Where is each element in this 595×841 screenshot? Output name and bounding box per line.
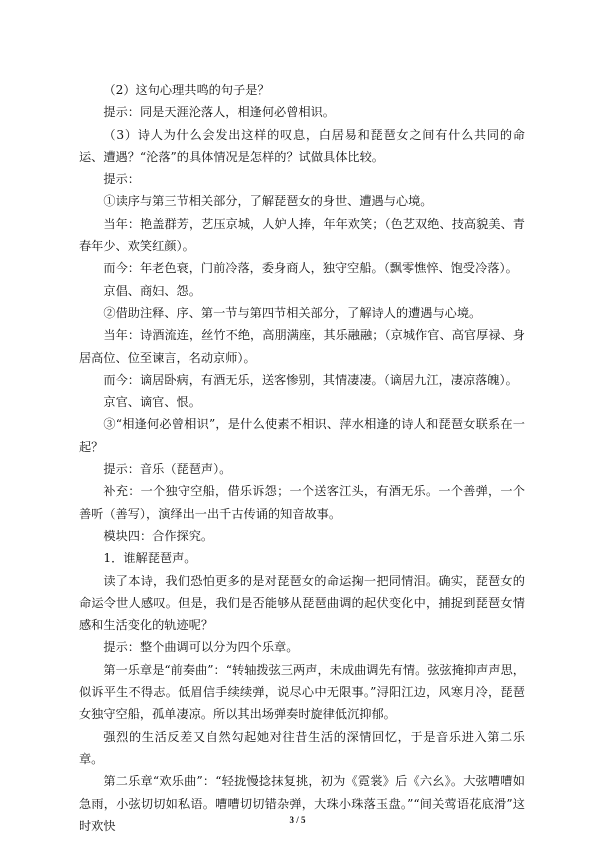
body-paragraph: 提示：同是天涯沦落人，相逢何必曾相识。 [103, 105, 335, 120]
body-paragraph: ③“相逢何必曾相识”，是什么使素不相识、萍水相逢的诗人和琵琶女联系在一起？ [79, 417, 525, 454]
body-paragraph: 提示：音乐（琵琶声）。 [103, 462, 232, 477]
body-paragraph: 而今：谪居卧病，有酒无乐，送客惨别，其情凄凄。（谪居九江，凄凉落魄）。 [103, 372, 518, 387]
body-paragraph: 模块四：合作探究。 [103, 528, 214, 543]
body-paragraph: 补充：一个独守空船，借乐诉怨；一个送客江头，有酒无乐。一个善弹，一个善听（善写），演绎出一出千古传诵的知音故事。 [79, 484, 525, 521]
body-paragraph: 当年：诗酒流连，丝竹不绝，高朋满座，其乐融融；（京城作官、高官厚禄、身居高位、位至谏言，名动京师）。 [79, 328, 525, 365]
body-paragraph: 而今：年老色衰，门前冷落，委身商人，独守空船。（飘零憔悴、饱受冷落）。 [103, 261, 518, 276]
body-paragraph: （3）诗人为什么会发出这样的叹息，白居易和琵琶女之间有什么共同的命运、遭遇？“沦落”的具体情况是怎样的？试做具体比较。 [79, 127, 525, 164]
body-paragraph: 当年：艳盖群芳，艺压京城，人妒人捧，年年欢笑；（色艺双绝、技高貌美、青春年少、欢笑红颜）。 [79, 216, 525, 254]
page-number: 3 / 5 [289, 815, 306, 825]
body-paragraph: 第一乐章是“前奏曲”：“转轴拨弦三两声，未成曲调先有情。弦弦掩抑声声思，似诉平生不得志。低眉信手续续弹，说尽心中无限事。”浔阳江边，风寒月冷，琵琶女独守空船，孤单凄凉。所以其出场弹奏时旋律低沉抑郁。 [79, 662, 525, 722]
body-paragraph: 强烈的生活反差又自然勾起她对往昔生活的深情回忆，于是音乐进入第二乐章。 [79, 729, 525, 766]
body-paragraph: ②借助注释、序、第一节与第四节相关部分，了解诗人的遭遇与心境。 [103, 305, 482, 320]
body-paragraph: （2）这句心理共鸣的句子是？ [103, 83, 270, 97]
body-paragraph: ①读序与第三节相关部分，了解琵琶女的身世、遭遇与心境。 [103, 194, 433, 209]
body-paragraph: 第二乐章“欢乐曲”：“轻拢慢捻抹复挑，初为《霓裳》后《六幺》。大弦嘈嘈如急雨，小弦切切如私语。嘈嘈切切错杂弹，大珠小珠落玉盘。”“间关莺语花底滑”这时欢快 [79, 774, 525, 833]
body-paragraph: 1．谁解琵琶声。 [103, 551, 197, 566]
body-paragraph: 提示：整个曲调可以分为四个乐章。 [103, 640, 299, 655]
document-body [79, 79, 525, 837]
body-paragraph: 提示： [103, 172, 140, 187]
body-paragraph: 京倡、商妇、怨。 [103, 283, 201, 298]
body-paragraph: 读了本诗，我们恐怕更多的是对琵琶女的命运掬一把同情泪。确实，琵琶女的命运令世人感叹。但是，我们是否能够从琵琶曲调的起伏变化中，捕捉到琵琶女情感和生活变化的轨迹呢？ [79, 573, 525, 633]
body-paragraph: 京官、谪官、恨。 [103, 395, 201, 410]
